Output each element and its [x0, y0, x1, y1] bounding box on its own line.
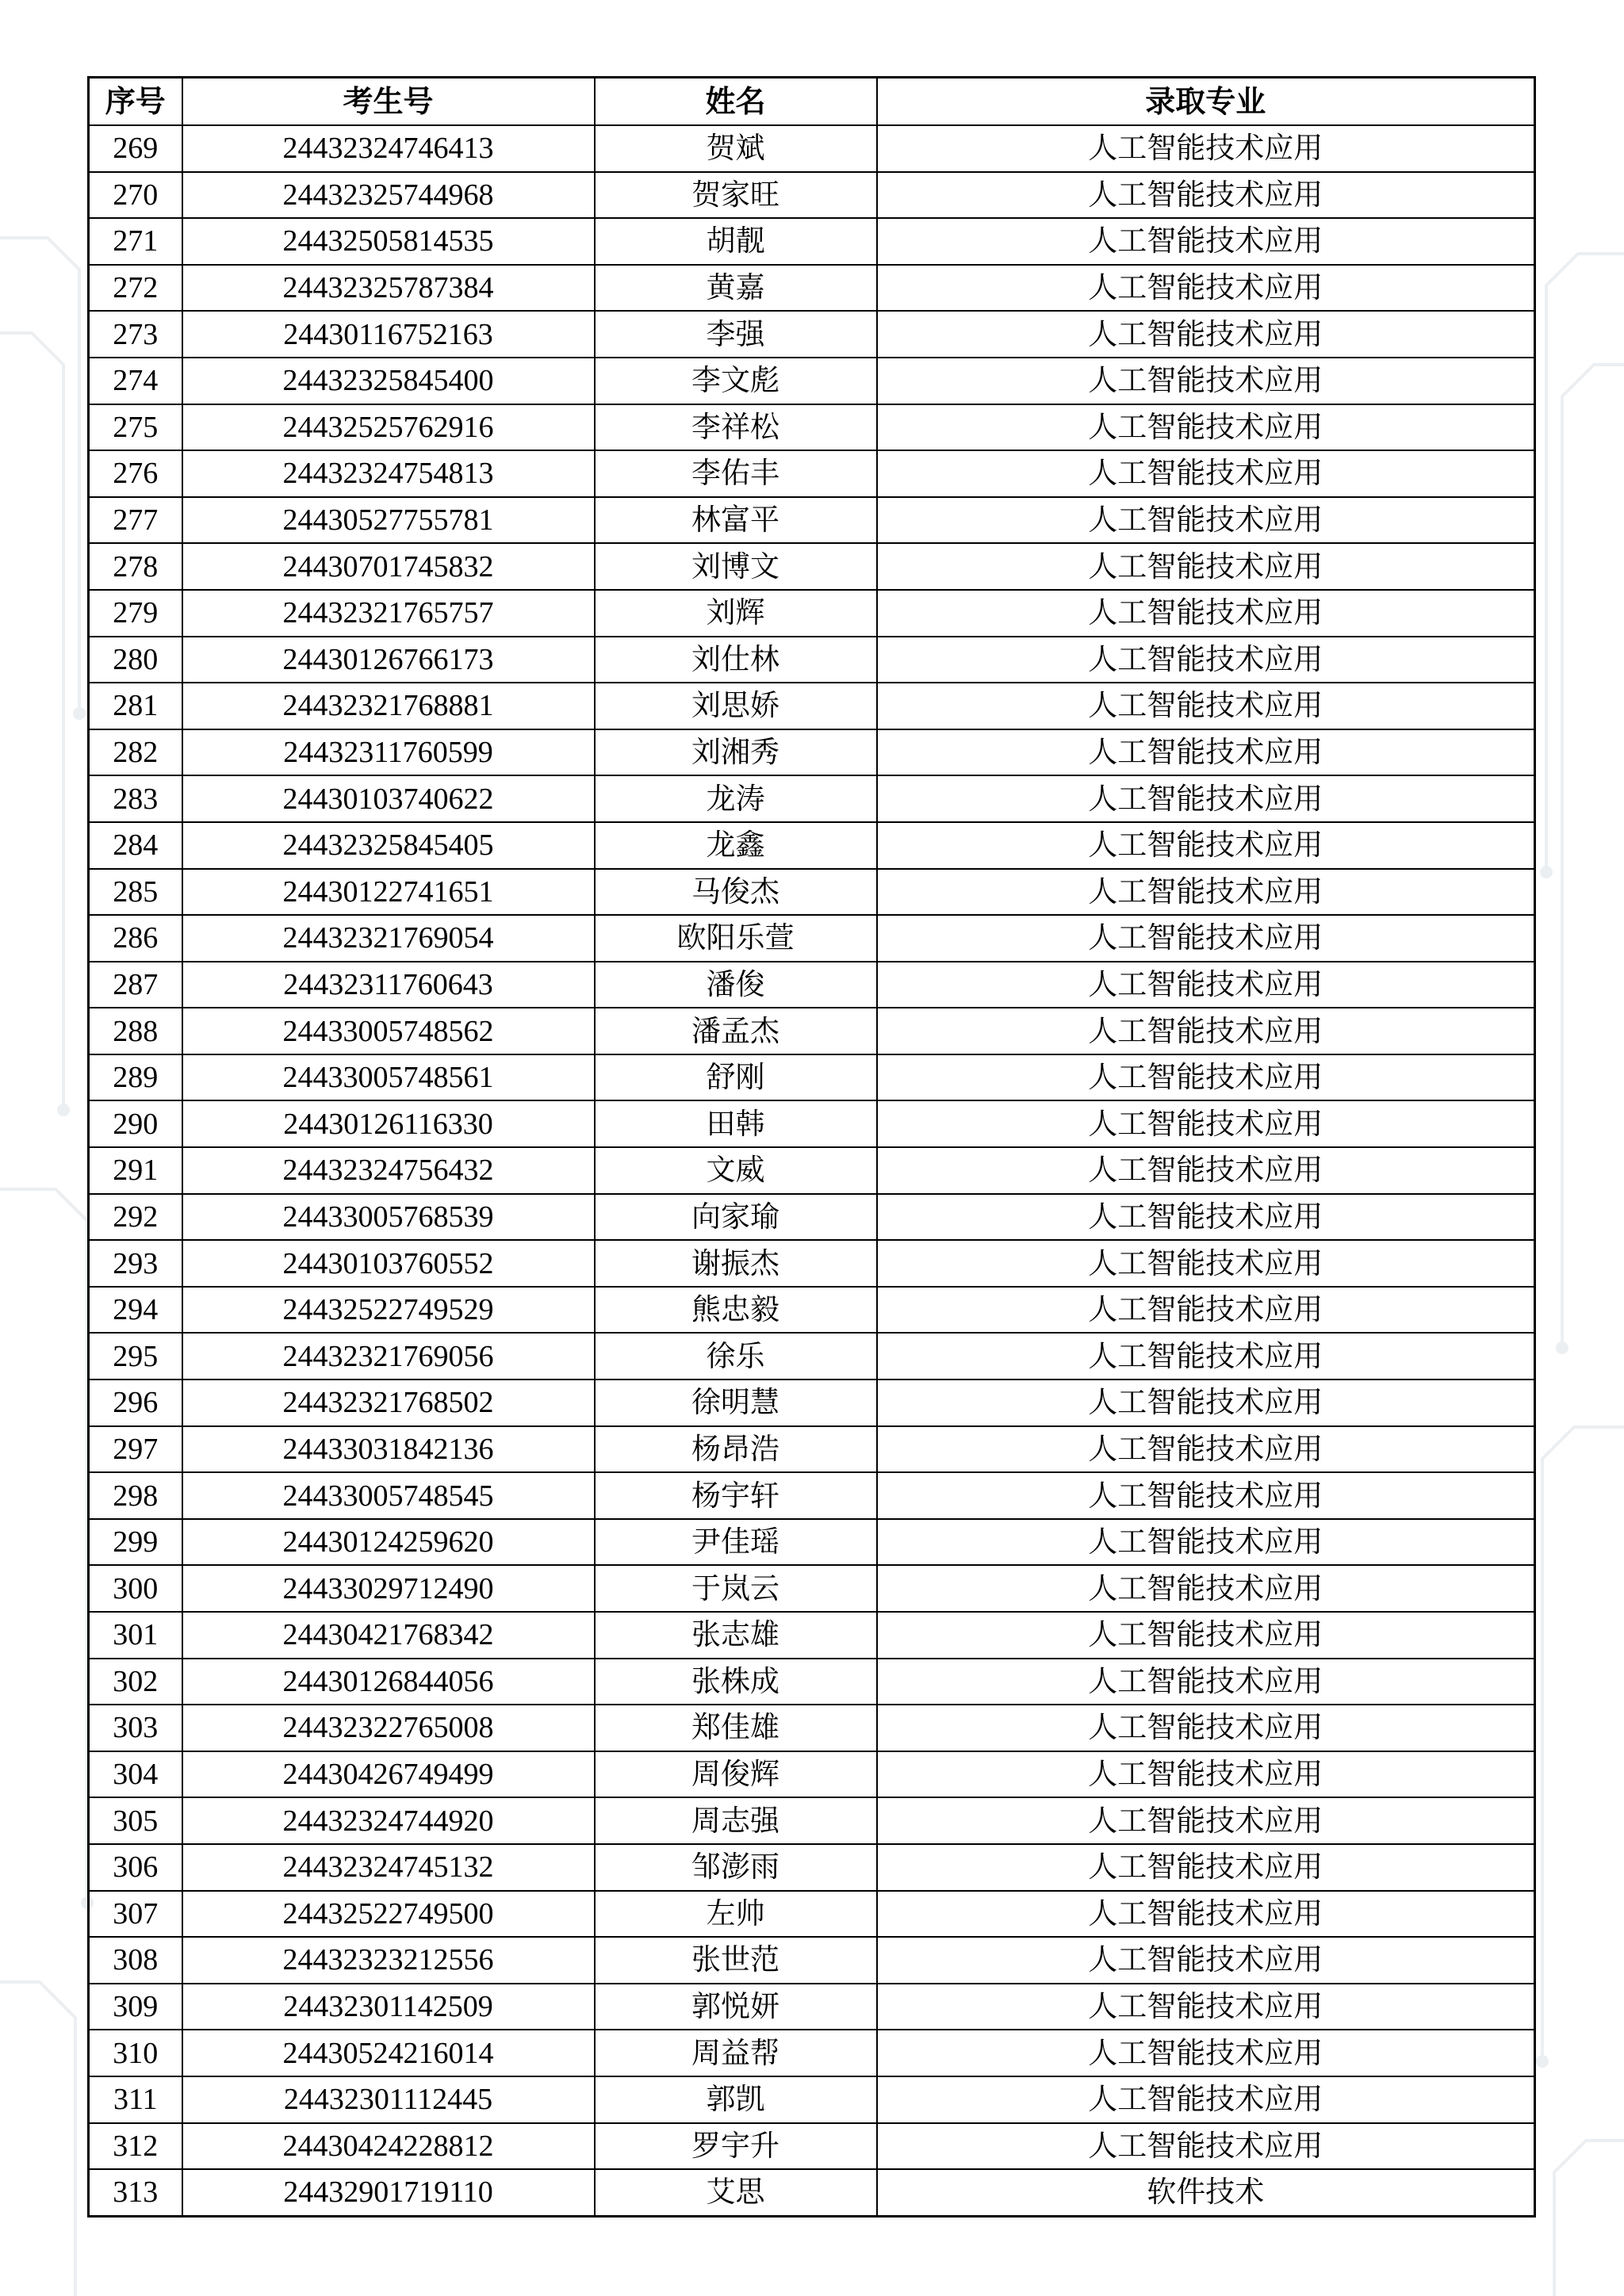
- cell-exam-id: 24432505814535: [182, 218, 595, 265]
- cell-name: 潘俊: [595, 962, 877, 1008]
- cell-exam-id: 24432321769056: [182, 1333, 595, 1380]
- cell-seq: 311: [89, 2076, 182, 2123]
- table-row: [89, 311, 1535, 358]
- table-row: [89, 1426, 1535, 1473]
- cell-seq: 305: [89, 1797, 182, 1844]
- cell-major: 人工智能技术应用: [877, 962, 1535, 1008]
- cell-exam-id: 24432324756432: [182, 1147, 595, 1194]
- cell-seq: 294: [89, 1287, 182, 1334]
- cell-seq: 287: [89, 962, 182, 1008]
- cell-name: 刘辉: [595, 590, 877, 637]
- cell-exam-id: 24432321768881: [182, 683, 595, 729]
- cell-exam-id: 24432322765008: [182, 1705, 595, 1751]
- table-row: [89, 683, 1535, 729]
- cell-major: 人工智能技术应用: [877, 1240, 1535, 1287]
- cell-exam-id: 24433005748562: [182, 1008, 595, 1054]
- table-row: [89, 775, 1535, 822]
- cell-seq: 307: [89, 1891, 182, 1938]
- cell-exam-id: 24430421768342: [182, 1612, 595, 1659]
- cell-seq: 297: [89, 1426, 182, 1473]
- cell-name: 杨昂浩: [595, 1426, 877, 1473]
- table-row: [89, 2169, 1535, 2216]
- cell-seq: 295: [89, 1333, 182, 1380]
- table-row: [89, 1797, 1535, 1844]
- cell-seq: 285: [89, 869, 182, 916]
- cell-exam-id: 24430126766173: [182, 637, 595, 683]
- cell-exam-id: 24432321769054: [182, 915, 595, 962]
- cell-seq: 269: [89, 125, 182, 172]
- cell-major: 人工智能技术应用: [877, 2123, 1535, 2170]
- table-row: [89, 1519, 1535, 1566]
- table-row: [89, 2123, 1535, 2170]
- cell-exam-id: 24430126844056: [182, 1659, 595, 1705]
- table-row: [89, 1705, 1535, 1751]
- table-row: [89, 1008, 1535, 1054]
- cell-major: 人工智能技术应用: [877, 543, 1535, 590]
- cell-major: 人工智能技术应用: [877, 1565, 1535, 1612]
- cell-seq: 309: [89, 1984, 182, 2030]
- cell-seq: 278: [89, 543, 182, 590]
- cell-name: 刘仕林: [595, 637, 877, 683]
- cell-major: 人工智能技术应用: [877, 404, 1535, 451]
- cell-exam-id: 24430527755781: [182, 497, 595, 544]
- cell-exam-id: 24432522749500: [182, 1891, 595, 1938]
- cell-seq: 310: [89, 2030, 182, 2076]
- cell-seq: 291: [89, 1147, 182, 1194]
- cell-major: 人工智能技术应用: [877, 1472, 1535, 1519]
- cell-seq: 280: [89, 637, 182, 683]
- cell-major: 人工智能技术应用: [877, 1797, 1535, 1844]
- cell-name: 熊忠毅: [595, 1287, 877, 1334]
- cell-name: 李文彪: [595, 358, 877, 404]
- cell-name: 贺斌: [595, 125, 877, 172]
- table-row: [89, 869, 1535, 916]
- cell-major: 人工智能技术应用: [877, 450, 1535, 497]
- cell-exam-id: 24432311760643: [182, 962, 595, 1008]
- table-row: [89, 404, 1535, 451]
- cell-major: 人工智能技术应用: [877, 729, 1535, 776]
- table-row: [89, 1891, 1535, 1938]
- cell-name: 龙涛: [595, 775, 877, 822]
- cell-major: 人工智能技术应用: [877, 590, 1535, 637]
- cell-name: 邹澎雨: [595, 1844, 877, 1891]
- cell-seq: 299: [89, 1519, 182, 1566]
- cell-exam-id: 24432301142509: [182, 1984, 595, 2030]
- cell-seq: 275: [89, 404, 182, 451]
- cell-major: 人工智能技术应用: [877, 1100, 1535, 1147]
- table-row: [89, 172, 1535, 219]
- cell-exam-id: 24432522749529: [182, 1287, 595, 1334]
- cell-exam-id: 24430103760552: [182, 1240, 595, 1287]
- cell-seq: 288: [89, 1008, 182, 1054]
- cell-exam-id: 24430126116330: [182, 1100, 595, 1147]
- cell-major: 人工智能技术应用: [877, 683, 1535, 729]
- cell-name: 林富平: [595, 497, 877, 544]
- cell-major: 人工智能技术应用: [877, 1287, 1535, 1334]
- cell-seq: 289: [89, 1054, 182, 1101]
- table-row: [89, 1194, 1535, 1241]
- table-row: [89, 1844, 1535, 1891]
- table-row: [89, 1472, 1535, 1519]
- cell-exam-id: 24430122741651: [182, 869, 595, 916]
- cell-exam-id: 24430701745832: [182, 543, 595, 590]
- cell-name: 徐明慧: [595, 1380, 877, 1426]
- cell-seq: 302: [89, 1659, 182, 1705]
- cell-exam-id: 24430424228812: [182, 2123, 595, 2170]
- table-row: [89, 1380, 1535, 1426]
- cell-name: 舒刚: [595, 1054, 877, 1101]
- table-row: [89, 729, 1535, 776]
- admission-roster-table: [87, 76, 1536, 2218]
- cell-seq: 298: [89, 1472, 182, 1519]
- cell-major: 人工智能技术应用: [877, 1194, 1535, 1241]
- cell-name: 杨宇轩: [595, 1472, 877, 1519]
- cell-name: 艾思: [595, 2169, 877, 2216]
- cell-name: 徐乐: [595, 1333, 877, 1380]
- cell-name: 罗宇升: [595, 2123, 877, 2170]
- cell-exam-id: 24432324746413: [182, 125, 595, 172]
- table-row: [89, 1751, 1535, 1798]
- cell-name: 欧阳乐萱: [595, 915, 877, 962]
- cell-exam-id: 24433005748545: [182, 1472, 595, 1519]
- table-row: [89, 218, 1535, 265]
- cell-seq: 308: [89, 1937, 182, 1984]
- cell-major: 人工智能技术应用: [877, 172, 1535, 219]
- table-row: [89, 450, 1535, 497]
- cell-exam-id: 24432321768502: [182, 1380, 595, 1426]
- cell-exam-id: 24430103740622: [182, 775, 595, 822]
- cell-name: 张志雄: [595, 1612, 877, 1659]
- table-row: [89, 543, 1535, 590]
- cell-exam-id: 24432325744968: [182, 172, 595, 219]
- cell-major: 人工智能技术应用: [877, 1519, 1535, 1566]
- table-row: [89, 1287, 1535, 1334]
- cell-name: 刘思娇: [595, 683, 877, 729]
- cell-seq: 292: [89, 1194, 182, 1241]
- cell-major: 人工智能技术应用: [877, 218, 1535, 265]
- cell-major: 人工智能技术应用: [877, 1937, 1535, 1984]
- cell-seq: 277: [89, 497, 182, 544]
- cell-name: 周益帮: [595, 2030, 877, 2076]
- cell-name: 马俊杰: [595, 869, 877, 916]
- table-row: [89, 1333, 1535, 1380]
- cell-name: 周俊辉: [595, 1751, 877, 1798]
- table-row: [89, 1147, 1535, 1194]
- cell-name: 胡靓: [595, 218, 877, 265]
- cell-exam-id: 24433029712490: [182, 1565, 595, 1612]
- cell-seq: 271: [89, 218, 182, 265]
- table-body: [89, 125, 1535, 2216]
- cell-major: 人工智能技术应用: [877, 1426, 1535, 1473]
- table-row: [89, 1100, 1535, 1147]
- cell-seq: 282: [89, 729, 182, 776]
- table-row: [89, 1984, 1535, 2030]
- cell-major: 人工智能技术应用: [877, 1891, 1535, 1938]
- cell-name: 张世范: [595, 1937, 877, 1984]
- cell-seq: 273: [89, 311, 182, 358]
- cell-seq: 283: [89, 775, 182, 822]
- table-row: [89, 265, 1535, 312]
- cell-name: 文威: [595, 1147, 877, 1194]
- cell-major: 人工智能技术应用: [877, 1659, 1535, 1705]
- cell-exam-id: 24430124259620: [182, 1519, 595, 1566]
- table-row: [89, 637, 1535, 683]
- table-row: [89, 1659, 1535, 1705]
- cell-exam-id: 24432323212556: [182, 1937, 595, 1984]
- cell-major: 人工智能技术应用: [877, 1612, 1535, 1659]
- table-row: [89, 1054, 1535, 1101]
- cell-major: 人工智能技术应用: [877, 125, 1535, 172]
- cell-seq: 301: [89, 1612, 182, 1659]
- table-row: [89, 962, 1535, 1008]
- cell-seq: 296: [89, 1380, 182, 1426]
- cell-name: 郑佳雄: [595, 1705, 877, 1751]
- table-row: [89, 1565, 1535, 1612]
- table-row: [89, 497, 1535, 544]
- cell-major: 软件技术: [877, 2169, 1535, 2216]
- cell-major: 人工智能技术应用: [877, 1333, 1535, 1380]
- cell-name: 于岚云: [595, 1565, 877, 1612]
- header-name: 姓名: [595, 78, 877, 126]
- cell-major: 人工智能技术应用: [877, 2030, 1535, 2076]
- cell-exam-id: 24432301112445: [182, 2076, 595, 2123]
- cell-major: 人工智能技术应用: [877, 1008, 1535, 1054]
- cell-major: 人工智能技术应用: [877, 1984, 1535, 2030]
- cell-name: 向家瑜: [595, 1194, 877, 1241]
- cell-major: 人工智能技术应用: [877, 497, 1535, 544]
- table-row: [89, 2076, 1535, 2123]
- cell-major: 人工智能技术应用: [877, 1054, 1535, 1101]
- cell-major: 人工智能技术应用: [877, 1705, 1535, 1751]
- cell-name: 李祥松: [595, 404, 877, 451]
- header-major: 录取专业: [877, 78, 1535, 126]
- cell-exam-id: 24432321765757: [182, 590, 595, 637]
- cell-major: 人工智能技术应用: [877, 2076, 1535, 2123]
- cell-seq: 286: [89, 915, 182, 962]
- cell-seq: 270: [89, 172, 182, 219]
- table-row: [89, 822, 1535, 869]
- cell-name: 谢振杰: [595, 1240, 877, 1287]
- cell-exam-id: 24432325787384: [182, 265, 595, 312]
- cell-name: 张株成: [595, 1659, 877, 1705]
- cell-name: 郭悦妍: [595, 1984, 877, 2030]
- cell-name: 龙鑫: [595, 822, 877, 869]
- cell-major: 人工智能技术应用: [877, 869, 1535, 916]
- cell-exam-id: 24432324744920: [182, 1797, 595, 1844]
- cell-name: 贺家旺: [595, 172, 877, 219]
- cell-major: 人工智能技术应用: [877, 1147, 1535, 1194]
- cell-seq: 290: [89, 1100, 182, 1147]
- cell-seq: 276: [89, 450, 182, 497]
- cell-major: 人工智能技术应用: [877, 358, 1535, 404]
- table-row: [89, 1612, 1535, 1659]
- table-row: [89, 590, 1535, 637]
- cell-major: 人工智能技术应用: [877, 637, 1535, 683]
- cell-name: 刘博文: [595, 543, 877, 590]
- cell-seq: 279: [89, 590, 182, 637]
- cell-name: 周志强: [595, 1797, 877, 1844]
- header-seq: 序号: [89, 78, 182, 126]
- cell-exam-id: 24433005748561: [182, 1054, 595, 1101]
- cell-exam-id: 24433005768539: [182, 1194, 595, 1241]
- table-header-row: [89, 78, 1535, 126]
- cell-exam-id: 24432325845400: [182, 358, 595, 404]
- cell-seq: 313: [89, 2169, 182, 2216]
- cell-name: 潘孟杰: [595, 1008, 877, 1054]
- cell-exam-id: 24432324745132: [182, 1844, 595, 1891]
- table-row: [89, 358, 1535, 404]
- cell-major: 人工智能技术应用: [877, 822, 1535, 869]
- cell-seq: 306: [89, 1844, 182, 1891]
- cell-major: 人工智能技术应用: [877, 775, 1535, 822]
- table-row: [89, 1240, 1535, 1287]
- cell-seq: 312: [89, 2123, 182, 2170]
- cell-seq: 304: [89, 1751, 182, 1798]
- cell-major: 人工智能技术应用: [877, 915, 1535, 962]
- cell-name: 李强: [595, 311, 877, 358]
- cell-exam-id: 24432325845405: [182, 822, 595, 869]
- cell-exam-id: 24432324754813: [182, 450, 595, 497]
- cell-major: 人工智能技术应用: [877, 1380, 1535, 1426]
- table-row: [89, 915, 1535, 962]
- cell-name: 尹佳瑶: [595, 1519, 877, 1566]
- cell-exam-id: 24432311760599: [182, 729, 595, 776]
- cell-exam-id: 24430116752163: [182, 311, 595, 358]
- cell-exam-id: 24432901719110: [182, 2169, 595, 2216]
- table-row: [89, 2030, 1535, 2076]
- cell-major: 人工智能技术应用: [877, 1844, 1535, 1891]
- header-exam-id: 考生号: [182, 78, 595, 126]
- cell-major: 人工智能技术应用: [877, 1751, 1535, 1798]
- table-row: [89, 1937, 1535, 1984]
- cell-exam-id: 24433031842136: [182, 1426, 595, 1473]
- cell-seq: 272: [89, 265, 182, 312]
- cell-major: 人工智能技术应用: [877, 265, 1535, 312]
- cell-seq: 293: [89, 1240, 182, 1287]
- cell-name: 李佑丰: [595, 450, 877, 497]
- cell-seq: 303: [89, 1705, 182, 1751]
- table-row: [89, 125, 1535, 172]
- cell-seq: 300: [89, 1565, 182, 1612]
- cell-seq: 274: [89, 358, 182, 404]
- cell-exam-id: 24432525762916: [182, 404, 595, 451]
- cell-seq: 281: [89, 683, 182, 729]
- cell-seq: 284: [89, 822, 182, 869]
- cell-name: 刘湘秀: [595, 729, 877, 776]
- cell-name: 郭凯: [595, 2076, 877, 2123]
- cell-name: 田韩: [595, 1100, 877, 1147]
- cell-name: 黄嘉: [595, 265, 877, 312]
- cell-major: 人工智能技术应用: [877, 311, 1535, 358]
- cell-exam-id: 24430524216014: [182, 2030, 595, 2076]
- cell-exam-id: 24430426749499: [182, 1751, 595, 1798]
- cell-name: 左帅: [595, 1891, 877, 1938]
